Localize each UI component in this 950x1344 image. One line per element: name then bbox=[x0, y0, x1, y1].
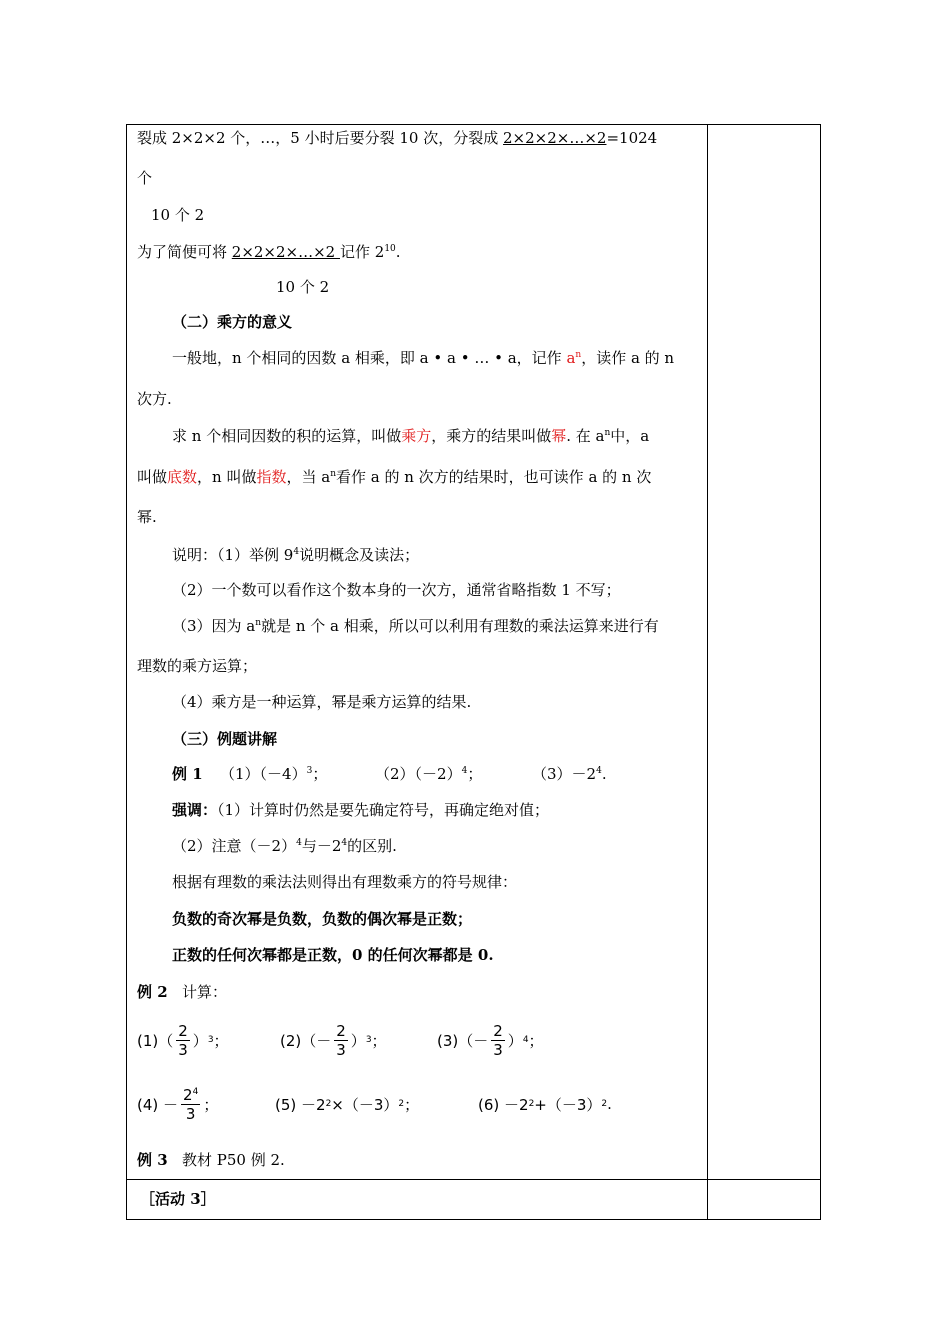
problem-3: (3)（－ $\frac{2}{3}$ ） 4 ； bbox=[437, 1021, 544, 1059]
example-2-row-1 bbox=[137, 1018, 697, 1062]
problem-6: (6) －2 2 +（－3） 2 . bbox=[478, 1095, 612, 1114]
text-line-notation: 为了简便可将 2×2×2×…×2 记作 $2^{10}$. bbox=[137, 243, 401, 261]
definition-line-4: 叫做底数，n 叫做指数，当 $a^n$看作 a 的 n 次方的结果时，也可读作 a 的 n 次 bbox=[137, 468, 652, 486]
example-3: 例 3 教材 P50 例 2. bbox=[137, 1151, 285, 1169]
note-line-1: 说明：（1）举例 $9^4$说明概念及读法； bbox=[172, 546, 420, 564]
note-line-3: （3）因为 $a^n$就是 n 个 a 相乘，所以可以利用有理数的乘法运算来进行有 bbox=[172, 617, 659, 635]
emphasis-line-2: （2）注意$(-2)^4$与$-2^4$的区别. bbox=[172, 837, 397, 855]
activity-3-label: ［活动 3］ bbox=[140, 1190, 216, 1208]
note-line-2: （2）一个数可以看作这个数本身的一次方，通常省略指数 1 不写； bbox=[172, 581, 621, 599]
definition-line-2: 次方. bbox=[137, 390, 172, 408]
rule-line-1: 负数的奇次幂是负数，负数的偶次幂是正数； bbox=[172, 910, 473, 928]
problem-2: (2)（－ $\frac{2}{3}$ ） 3 ； bbox=[280, 1021, 387, 1059]
emphasis-line-1: 强调：（1）计算时仍然是要先确定符号，再确定绝对值； bbox=[172, 801, 550, 819]
brace-label-1: 10 个 2 bbox=[151, 206, 205, 224]
rule-intro: 根据有理数的乘法法则得出有理数乘方的符号规律： bbox=[172, 873, 518, 891]
note-line-4: 理数的乘方运算； bbox=[137, 657, 258, 675]
rule-line-2: 正数的任何次幂都是正数，0 的任何次幂都是 0. bbox=[172, 946, 494, 964]
column-divider bbox=[707, 124, 708, 1220]
problem-5: (5) －2 2 ×（－3） 2 ； bbox=[275, 1095, 420, 1114]
problem-4: (4) － $\frac{2^4}{3}$ ； bbox=[137, 1085, 219, 1123]
text-line-ge: 个 bbox=[137, 169, 153, 187]
brace-label-2: 10 个 2 bbox=[276, 278, 330, 296]
section-heading-3: （三）例题讲解 bbox=[172, 730, 278, 748]
definition-line-1: 一般地，n 个相同的因数 a 相乘，即 a • a • … • a，记作 $a^n$，读作 a 的 n bbox=[172, 349, 675, 367]
text-line-split: 裂成 2×2×2 个，…，5 小时后要分裂 10 次，分裂成 2×2×2×…×2=1024 bbox=[137, 129, 658, 147]
section-heading-2: （二）乘方的意义 bbox=[172, 313, 293, 331]
definition-line-3: 求 n 个相同因数的积的运算，叫做乘方，乘方的结果叫做幂. 在 $a^n$中，a bbox=[172, 427, 650, 445]
row-divider bbox=[126, 1179, 821, 1180]
note-line-5: （4）乘方是一种运算，幂是乘方运算的结果. bbox=[172, 693, 472, 711]
example-2-row-2 bbox=[137, 1082, 697, 1126]
definition-line-5: 幂. bbox=[137, 508, 157, 526]
problem-1: (1)（ $\frac{2}{3}$ ） 3 ； bbox=[137, 1021, 229, 1059]
example-2-heading: 例 2 计算： bbox=[137, 983, 227, 1001]
example-1: 例 1 $(1)(-4)^3$； $(2)(-2)^4$； $(3)-2^4$. bbox=[172, 765, 607, 783]
